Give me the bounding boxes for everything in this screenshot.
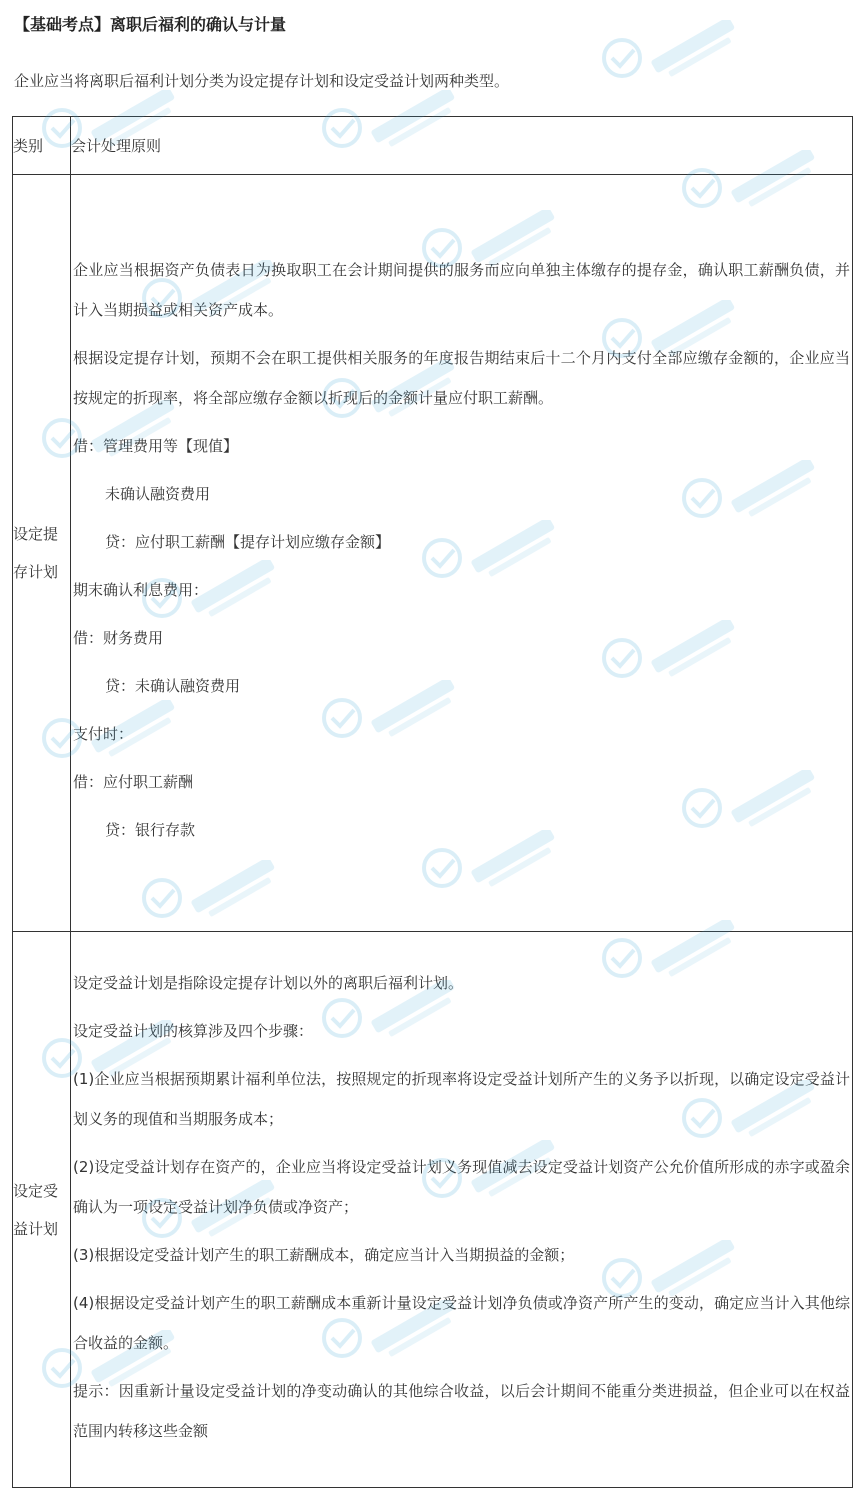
category-cell: 设定提存计划 xyxy=(13,175,71,932)
principle-line: 期末确认利息费用： xyxy=(73,581,209,599)
column-header-principle: 会计处理原则 xyxy=(71,117,853,175)
principle-line: (4)根据设定受益计划产生的职工薪酬成本重新计量设定受益计划净负债或净资产所产生的变动，确定应当计入其他综合收益的金额。 xyxy=(73,1293,850,1352)
principle-line: 贷：应付职工薪酬【提存计划应缴存金额】 xyxy=(105,533,391,551)
principle-line: 贷：未确认融资费用 xyxy=(105,677,241,695)
principle-cell xyxy=(71,932,853,1488)
page-title: 【基础考点】离职后福利的确认与计量 xyxy=(14,15,287,34)
principle-line: 借：管理费用等【现值】 xyxy=(73,437,239,455)
principle-line: (1)企业应当根据预期累计福利单位法，按照规定的折现率将设定受益计划所产生的义务予以折现，以确定设定受益计划义务的现值和当期服务成本； xyxy=(73,1069,850,1128)
principle-line: 支付时： xyxy=(73,725,134,743)
principle-lines xyxy=(71,244,852,862)
principle-line: 企业应当根据资产负债表日为换取职工在会计期间提供的服务而应向单独主体缴存的提存金，确认职工薪酬负债，并计入当期损益或相关资产成本。 xyxy=(73,261,850,319)
accounting-principles-table xyxy=(12,116,853,1488)
principle-line: 借：财务费用 xyxy=(73,629,164,647)
principle-line: (3)根据设定受益计划产生的职工薪酬成本，确定应当计入当期损益的金额； xyxy=(73,1245,575,1264)
principle-line: 未确认融资费用 xyxy=(105,485,211,503)
principle-cell xyxy=(71,175,853,932)
principle-line: 设定受益计划的核算涉及四个步骤： xyxy=(73,1021,314,1040)
table-row xyxy=(13,175,853,932)
category-cell: 设定受益计划 xyxy=(13,932,71,1488)
principle-line: 提示：因重新计量设定受益计划的净变动确认的其他综合收益，以后会计期间不能重分类进损益，但企业可以在权益范围内转移这些金额 xyxy=(73,1381,850,1440)
principle-line: (2)设定受益计划存在资产的，企业应当将设定受益计划义务现值减去设定受益计划资产公允价值所形成的赤字或盈余确认为一项设定受益计划净负债或净资产； xyxy=(73,1157,850,1216)
chinaacc-logo-icon xyxy=(600,20,750,80)
table-row xyxy=(13,932,853,1488)
column-header-category: 类别 xyxy=(13,117,71,175)
principle-line: 贷：银行存款 xyxy=(105,821,196,839)
principle-line: 根据设定提存计划，预期不会在职工提供相关服务的年度报告期结束后十二个月内支付全部应缴存金额的，企业应当按规定的折现率，将全部应缴存金额以折现后的金额计量应付职工薪酬。 xyxy=(73,349,850,407)
watermark-logo xyxy=(600,20,750,80)
principle-lines xyxy=(71,957,852,1463)
principle-line: 借：应付职工薪酬 xyxy=(73,773,194,791)
intro-paragraph: 企业应当将离职后福利计划分类为设定提存计划和设定受益计划两种类型。 xyxy=(14,72,510,90)
principle-line: 设定受益计划是指除设定提存计划以外的离职后福利计划。 xyxy=(73,973,464,992)
table-header-row xyxy=(13,117,853,175)
